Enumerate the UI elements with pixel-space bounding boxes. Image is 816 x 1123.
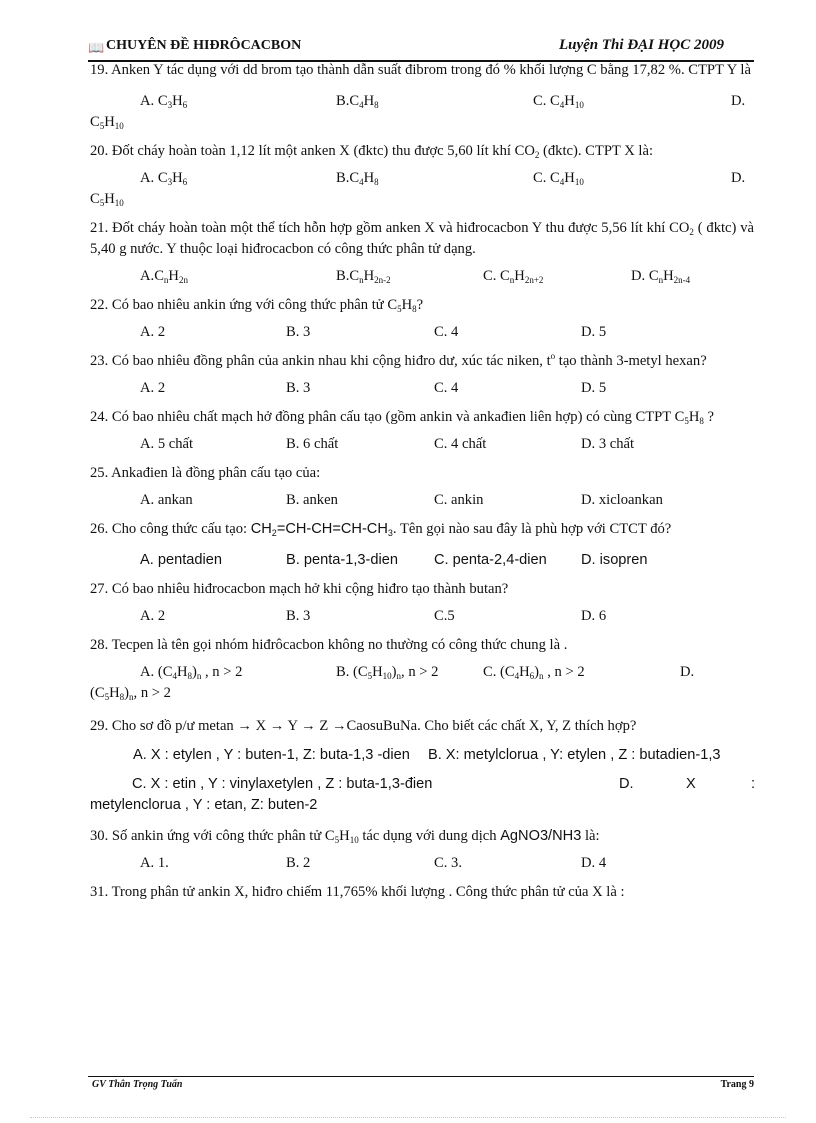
options-28	[90, 662, 754, 683]
option-c[interactable]: C. ankin	[434, 492, 484, 508]
option-c[interactable]: C. 4 chất	[434, 436, 487, 452]
option-d[interactable]: D. 5	[581, 380, 607, 396]
question-23: 23. Có bao nhiêu đồng phân của ankin nhau khi cộng hiđro dư, xúc tác niken, $t^o$ tạo thành 3-metyl hexan?	[90, 351, 707, 369]
option-a[interactable]: $A.C_nH_{2n}$	[140, 268, 188, 285]
question-24: 24. Có bao nhiêu chất mạch hở đồng phân cấu tạo (gồm ankin và ankađien liên hợp) có cùng CTPT $C_5H_8$ ?	[90, 409, 715, 426]
option-b[interactable]: $B.C_4H_8$	[336, 93, 379, 110]
page-footer	[88, 1076, 754, 1090]
option-a[interactable]: A. 2	[140, 380, 166, 396]
options-29-ab	[90, 745, 754, 766]
page-number: Trang 9	[720, 1079, 754, 1090]
question-30: 30. Số ankin ứng với công thức phân tử $C_5H_{10}$ tác dụng với dung dịch AgNO3/NH3 là:	[90, 828, 600, 845]
option-c[interactable]: C. $C_4H_{10}$	[533, 93, 584, 110]
option-a[interactable]: A. 1.	[140, 855, 169, 871]
options-20	[90, 168, 754, 189]
question-31: 31. Trong phân tử ankin X, hiđro chiếm 11,765% khối lượng . Công thức phân tử của X là :	[90, 884, 625, 900]
footer-author: GV Thân Trọng Tuấn	[92, 1079, 183, 1090]
question-22: 22. Có bao nhiêu ankin ứng với công thức phân tử $C_5H_8$?	[90, 297, 424, 314]
option-d[interactable]: D. xicloankan	[581, 492, 663, 508]
question-19: 19. Anken Y tác dụng với dd brom tạo thành dẫn suất đibrom trong đó % khối lượng C bằng 17,82 %. CTPT Y là	[90, 62, 751, 78]
option-d-continuation: $C_5H_{10}$	[90, 114, 124, 131]
option-d-x: X	[686, 776, 696, 792]
option-b[interactable]: B. 6 chất	[286, 436, 339, 452]
option-c[interactable]: C. 3.	[434, 855, 462, 871]
options-30	[90, 853, 754, 874]
question-25: 25. Ankađien là đồng phân cấu tạo của:	[90, 465, 321, 481]
option-d-colon: :	[751, 776, 756, 792]
option-a[interactable]: A. pentadien	[140, 552, 222, 568]
option-d-letter[interactable]: D.	[619, 776, 634, 792]
option-a[interactable]: A. $C_3H_6$	[140, 93, 188, 110]
question-list	[90, 60, 754, 916]
option-b[interactable]: B. $(C_5H_{10})_n$, n > 2	[336, 664, 439, 681]
option-b[interactable]: B. penta-1,3-dien	[286, 552, 398, 568]
option-b[interactable]: B. 2	[286, 855, 311, 871]
option-d[interactable]: D. 4	[581, 855, 607, 871]
option-c[interactable]: C. X : etin , Y : vinylaxetylen , Z : buta-1,3-đien	[132, 776, 433, 792]
options-26	[90, 550, 754, 571]
options-22	[90, 322, 754, 343]
options-29-cd	[90, 774, 754, 816]
options-25	[90, 490, 754, 511]
question-20: 20. Đốt cháy hoàn toàn 1,12 lít một anken X (đktc) thu được 5,60 lít khí $CO_2$ (đktc). CTPT X là:	[90, 143, 654, 160]
header-title: CHUYÊN ĐỀ HIĐRÔCACBON	[106, 38, 302, 53]
option-d[interactable]: D. 5	[581, 324, 607, 340]
option-c[interactable]: C. $C_nH_{2n+2}$	[483, 268, 544, 285]
header-subtitle: Luyện Thi ĐẠI HỌC 2009	[558, 37, 724, 53]
option-a[interactable]: A. 5 chất	[140, 436, 194, 452]
option-d[interactable]: D. isopren	[581, 552, 648, 568]
page-header	[88, 36, 754, 62]
book-icon: 📖	[88, 41, 105, 56]
option-a[interactable]: A. 2	[140, 608, 166, 624]
options-24	[90, 434, 754, 455]
option-d-continuation: $C_5H_{10}$	[90, 191, 124, 208]
question-21: 21. Đốt cháy hoàn toàn một thể tích hỗn hợp gồm anken X và hiđrocacbon Y thu được 5,56 lít khí $CO_2$ ( đktc) và 5,40 g nước. Y thuộc loại hiđrocacbon có công thức phân tử dạng.	[90, 220, 754, 257]
question-28: 28. Tecpen là tên gọi nhóm hiđrôcacbon không no thường có công thức chung là .	[90, 637, 568, 653]
option-d[interactable]: D.	[731, 93, 746, 109]
option-c[interactable]: C. $(C_4H_6)_n$ , n > 2	[483, 664, 585, 681]
option-a[interactable]: A. 2	[140, 324, 166, 340]
option-d-continuation: metylenclorua , Y : etan, Z: buten-2	[90, 797, 318, 813]
options-27	[90, 606, 754, 627]
option-d[interactable]: D. $C_nH_{2n-4}$	[631, 268, 691, 285]
option-b[interactable]: B. X: metylclorua , Y: etylen , Z : butadien-1,3	[427, 747, 721, 763]
option-c[interactable]: C. 4	[434, 380, 459, 396]
option-b[interactable]: $B.C_4H_8$	[336, 170, 379, 187]
option-a[interactable]: A. $C_3H_6$	[140, 170, 188, 187]
option-d-continuation: $(C_5H_8)_n$, n > 2	[90, 685, 171, 702]
option-d[interactable]: D.	[680, 664, 695, 680]
options-21	[90, 266, 754, 287]
option-b[interactable]: B. 3	[286, 608, 311, 624]
bottom-divider	[30, 1117, 786, 1118]
options-23	[90, 378, 754, 399]
option-c[interactable]: C. 4	[434, 324, 459, 340]
option-a[interactable]: A. $(C_4H_8)_n$ , n > 2	[140, 664, 243, 681]
question-26: 26. Cho công thức cấu tạo: $CH_2=CH-CH=CH-CH_3$. Tên gọi nào sau đây là phù hợp với CTCT đó?	[90, 521, 672, 538]
option-b[interactable]: B. anken	[286, 492, 338, 508]
question-27: 27. Có bao nhiêu hiđrocacbon mạch hở khi cộng hiđro tạo thành butan?	[90, 581, 509, 597]
option-b[interactable]: $B.C_nH_{2n-2}$	[336, 268, 391, 285]
option-a[interactable]: A. X : etylen , Y : buten-1, Z: buta-1,3 -dien	[133, 747, 410, 763]
option-b[interactable]: B. 3	[286, 324, 311, 340]
option-c[interactable]: C. $C_4H_{10}$	[533, 170, 584, 187]
option-d[interactable]: D. 3 chất	[581, 436, 635, 452]
option-b[interactable]: B. 3	[286, 380, 311, 396]
question-29: 29. Cho sơ đồ p/ư metan → X → Y → Z →CaosuBuNa. Cho biết các chất X, Y, Z thích hợp?	[90, 718, 637, 734]
option-d[interactable]: D.	[731, 170, 746, 186]
option-a[interactable]: A. ankan	[140, 492, 193, 508]
option-d[interactable]: D. 6	[581, 608, 607, 624]
option-c[interactable]: C.5	[434, 608, 455, 624]
options-19	[90, 91, 754, 112]
option-c[interactable]: C. penta-2,4-dien	[434, 552, 547, 568]
